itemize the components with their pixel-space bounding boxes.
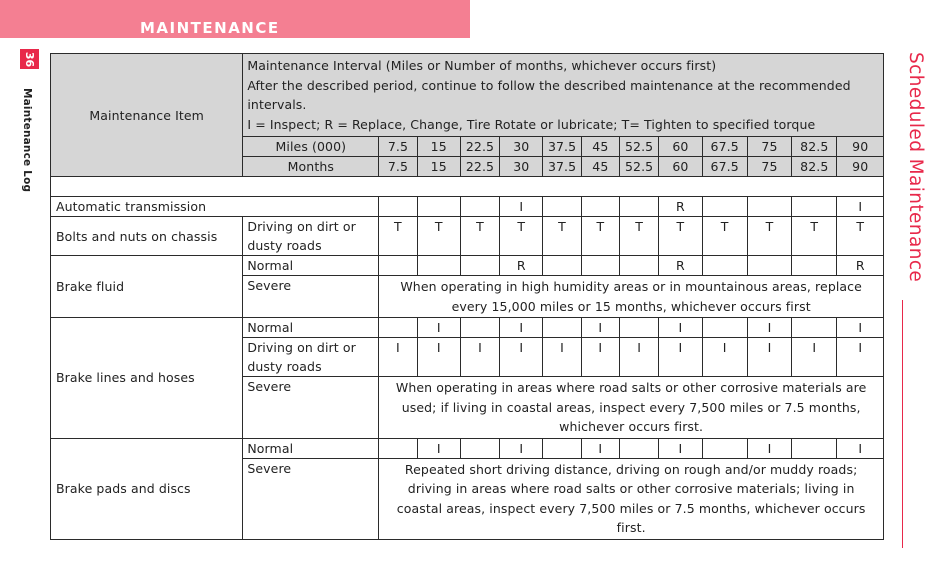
interval-months-cell: 7.5 — [379, 157, 417, 177]
condition-severe: Severe — [243, 276, 379, 318]
schedule-cell: I — [837, 318, 884, 338]
schedule-cell — [702, 438, 747, 458]
schedule-cell: I — [460, 338, 499, 377]
schedule-cell: I — [619, 338, 658, 377]
schedule-cell: T — [417, 217, 460, 256]
item-brake-pads: Brake pads and discs — [51, 438, 243, 539]
miles-label: Miles (000) — [243, 137, 379, 157]
schedule-cell: I — [581, 438, 619, 458]
header-row — [51, 54, 884, 137]
schedule-cell: I — [417, 438, 460, 458]
condition-normal: Normal — [243, 318, 379, 338]
interval-months-cell: 52.5 — [619, 157, 658, 177]
schedule-cell: T — [747, 217, 791, 256]
schedule-cell: T — [543, 217, 581, 256]
schedule-cell: I — [792, 338, 837, 377]
interval-miles-cell: 75 — [747, 137, 791, 157]
schedule-cell — [702, 318, 747, 338]
condition-normal: Normal — [243, 438, 379, 458]
top-banner — [0, 0, 470, 38]
schedule-cell — [792, 197, 837, 217]
schedule-cell: I — [543, 338, 581, 377]
schedule-cell: T — [460, 217, 499, 256]
schedule-cell — [702, 197, 747, 217]
page-number-badge — [20, 49, 39, 69]
interval-miles-cell: 22.5 — [460, 137, 499, 157]
schedule-cell: I — [417, 338, 460, 377]
spacer-cell — [51, 177, 884, 197]
schedule-cell — [379, 318, 417, 338]
schedule-cell: I — [659, 438, 702, 458]
section-title: Scheduled Maintenance — [905, 52, 926, 283]
interval-months-cell: 15 — [417, 157, 460, 177]
schedule-cell: I — [702, 338, 747, 377]
interval-miles-cell: 52.5 — [619, 137, 658, 157]
interval-miles-cell: 15 — [417, 137, 460, 157]
schedule-cell — [460, 256, 499, 276]
interval-months-cell: 90 — [837, 157, 884, 177]
schedule-cell — [792, 318, 837, 338]
schedule-cell — [460, 438, 499, 458]
legend: I = Inspect; R = Replace, Change, Tire Rotate or lubricate; T= Tighten to specified torque — [247, 116, 816, 132]
interval-months-cell: 67.5 — [702, 157, 747, 177]
auto-transmission-row — [51, 197, 884, 217]
interval-miles-cell: 7.5 — [379, 137, 417, 157]
spacer-row — [51, 177, 884, 197]
schedule-cell: I — [581, 338, 619, 377]
interval-header — [243, 54, 884, 137]
interval-months-cell: 22.5 — [460, 157, 499, 177]
interval-miles-cell: 90 — [837, 137, 884, 157]
item-brake-lines: Brake lines and hoses — [51, 318, 243, 439]
brake-pads-severe-note: Repeated short driving distance, driving on rough and/or muddy roads; driving in areas where road salts or other corrosive materials; living in coastal areas, inspect every 7,500 miles or 7.5 months, whichever occurs first. — [379, 458, 884, 539]
item-brake-fluid: Brake fluid — [51, 256, 243, 318]
schedule-cell: I — [581, 318, 619, 338]
schedule-cell — [619, 438, 658, 458]
schedule-cell: I — [659, 338, 702, 377]
interval-months-cell: 37.5 — [543, 157, 581, 177]
schedule-cell: R — [500, 256, 543, 276]
schedule-cell: I — [500, 338, 543, 377]
interval-months-cell: 82.5 — [792, 157, 837, 177]
brake-lines-normal-row — [51, 318, 884, 338]
schedule-cell — [543, 256, 581, 276]
schedule-cell: I — [500, 318, 543, 338]
schedule-cell: I — [747, 338, 791, 377]
interval-miles-cell: 30 — [500, 137, 543, 157]
schedule-cell: I — [417, 318, 460, 338]
schedule-cell: T — [619, 217, 658, 256]
interval-intro-1: Maintenance Interval (Miles or Number of months, whichever occurs first) — [247, 58, 717, 73]
interval-months-cell: 60 — [659, 157, 702, 177]
schedule-cell: T — [379, 217, 417, 256]
schedule-cell — [619, 318, 658, 338]
schedule-cell: I — [747, 438, 791, 458]
schedule-cell — [747, 256, 791, 276]
banner-title: MAINTENANCE — [140, 19, 280, 37]
schedule-cell — [747, 197, 791, 217]
schedule-cell — [417, 256, 460, 276]
interval-miles-cell: 60 — [659, 137, 702, 157]
condition-dirt: Driving on dirt or dusty roads — [243, 338, 379, 377]
brake-lines-severe-note: When operating in areas where road salts or other corrosive materials are used; if living in coastal areas, inspect every 7,500 miles or 7.5 months, whichever occurs first. — [379, 377, 884, 439]
item-automatic-transmission: Automatic transmission — [51, 197, 379, 217]
schedule-cell — [379, 438, 417, 458]
schedule-cell: T — [702, 217, 747, 256]
interval-intro-2: After the described period, continue to follow the described maintenance at the recommended intervals. — [247, 77, 851, 112]
bolts-row — [51, 217, 884, 256]
schedule-cell — [460, 318, 499, 338]
interval-months-cell: 30 — [500, 157, 543, 177]
schedule-cell — [619, 256, 658, 276]
condition-severe: Severe — [243, 458, 379, 539]
brake-fluid-normal-row — [51, 256, 884, 276]
schedule-cell — [543, 438, 581, 458]
brake-fluid-severe-note: When operating in high humidity areas or in mountainous areas, replace every 15,000 miles or 15 months, whichever occurs first — [379, 276, 884, 318]
brake-pads-normal-row — [51, 438, 884, 458]
interval-months-cell: 75 — [747, 157, 791, 177]
schedule-cell — [379, 256, 417, 276]
schedule-cell — [702, 256, 747, 276]
schedule-cell: T — [792, 217, 837, 256]
schedule-cell — [619, 197, 658, 217]
schedule-cell: I — [747, 318, 791, 338]
schedule-cell: T — [500, 217, 543, 256]
schedule-cell: I — [659, 318, 702, 338]
schedule-cell — [379, 197, 417, 217]
schedule-cell — [792, 256, 837, 276]
schedule-cell: R — [659, 256, 702, 276]
interval-miles-cell: 67.5 — [702, 137, 747, 157]
schedule-cell — [581, 256, 619, 276]
schedule-cell: R — [659, 197, 702, 217]
condition-normal: Normal — [243, 256, 379, 276]
schedule-cell: I — [837, 438, 884, 458]
months-label: Months — [243, 157, 379, 177]
schedule-cell: I — [500, 197, 543, 217]
item-bolts-nuts: Bolts and nuts on chassis — [51, 217, 243, 256]
schedule-cell — [543, 318, 581, 338]
maintenance-table — [50, 53, 884, 540]
schedule-cell — [460, 197, 499, 217]
interval-miles-cell: 82.5 — [792, 137, 837, 157]
interval-miles-cell: 37.5 — [543, 137, 581, 157]
schedule-cell: I — [379, 338, 417, 377]
interval-miles-cell: 45 — [581, 137, 619, 157]
schedule-cell — [792, 438, 837, 458]
schedule-cell — [417, 197, 460, 217]
schedule-cell: I — [837, 197, 884, 217]
schedule-cell: T — [837, 217, 884, 256]
schedule-cell — [543, 197, 581, 217]
condition-dirt: Driving on dirt or dusty roads — [243, 217, 379, 256]
schedule-cell: R — [837, 256, 884, 276]
schedule-cell: T — [659, 217, 702, 256]
condition-severe: Severe — [243, 377, 379, 439]
schedule-cell — [581, 197, 619, 217]
page-number: 36 — [23, 51, 36, 67]
schedule-cell: I — [500, 438, 543, 458]
interval-months-cell: 45 — [581, 157, 619, 177]
schedule-cell: T — [581, 217, 619, 256]
item-header: Maintenance Item — [51, 54, 243, 177]
side-divider — [902, 300, 903, 548]
side-label: Maintenance Log — [21, 88, 33, 193]
schedule-cell: I — [837, 338, 884, 377]
